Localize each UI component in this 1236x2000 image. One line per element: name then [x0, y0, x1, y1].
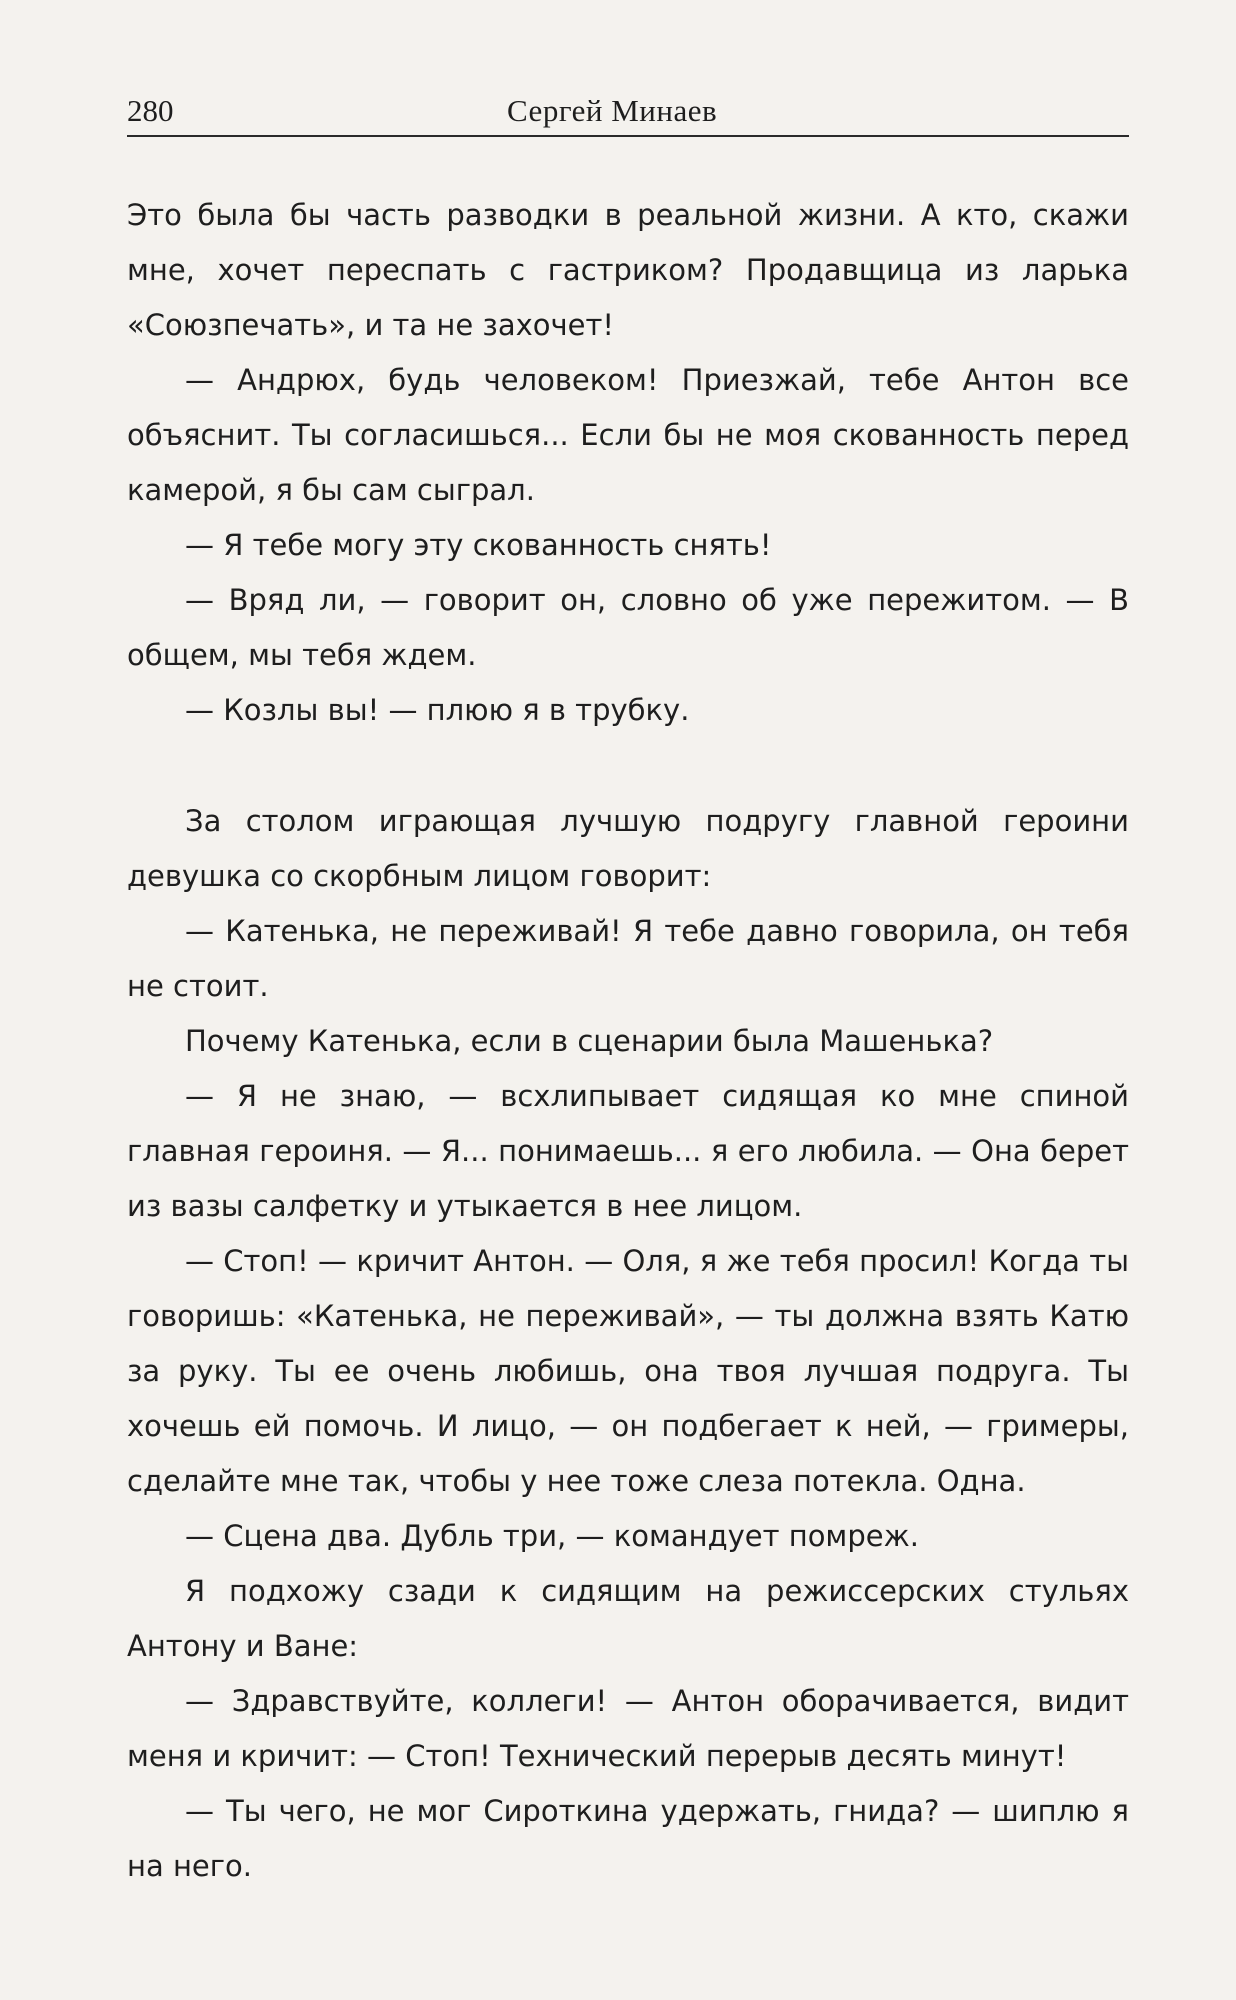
running-head	[127, 93, 1129, 137]
paragraph: — Здравствуйте, коллеги! — Антон оборачивается, видит меня и кричит: — Стоп! Технический перерыв десять минут!	[127, 1684, 1129, 1773]
page-number: 280	[127, 93, 174, 128]
paragraph: — Сцена два. Дубль три, — командует помреж.	[185, 1519, 919, 1553]
paragraph: — Вряд ли, — говорит он, словно об уже пережитом. — В общем, мы тебя ждем.	[127, 583, 1129, 672]
running-head-author: Сергей Минаев	[507, 93, 718, 128]
paragraph: — Козлы вы! — плюю я в трубку.	[185, 693, 690, 727]
paragraph: Почему Катенька, если в сценарии была Машенька?	[185, 1024, 994, 1058]
paragraph: Я подхожу сзади к сидящим на режиссерских стульях Антону и Ване:	[127, 1574, 1129, 1663]
paragraph: — Я тебе могу эту скованность снять!	[185, 528, 772, 562]
paragraph: — Я не знаю, — всхлипывает сидящая ко мне спиной главная героиня. — Я... понимаешь... я его любила. — Она берет из вазы салфетку и утыкается в нее лицом.	[127, 1079, 1129, 1223]
paragraph: — Стоп! — кричит Антон. — Оля, я же тебя просил! Когда ты говоришь: «Катенька, не переживай», — ты должна взять Катю за руку. Ты ее очень любишь, она твоя лучшая подруга. Ты хочешь ей помочь. И лицо, — он подбегает к ней, — гримеры, сделайте мне так, чтобы у нее тоже слеза потекла. Одна.	[127, 1244, 1129, 1498]
page-body-text	[127, 188, 1129, 1894]
paragraph: — Ты чего, не мог Сироткина удержать, гнида? — шиплю я на него.	[127, 1794, 1129, 1883]
paragraph: — Андрюх, будь человеком! Приезжай, тебе Антон все объяснит. Ты согласишься... Если бы не моя скованность перед камерой, я бы сам сыграл.	[127, 363, 1129, 507]
paragraph: За столом играющая лучшую подругу главной героини девушка со скорбным лицом говорит:	[127, 804, 1129, 893]
paragraph: — Катенька, не переживай! Я тебе давно говорила, он тебя не стоит.	[127, 914, 1129, 1003]
paragraph: Это была бы часть разводки в реальной жизни. А кто, скажи мне, хочет переспать с гастриком? Продавщица из ларька «Союзпечать», и та не захочет!	[127, 198, 1129, 342]
